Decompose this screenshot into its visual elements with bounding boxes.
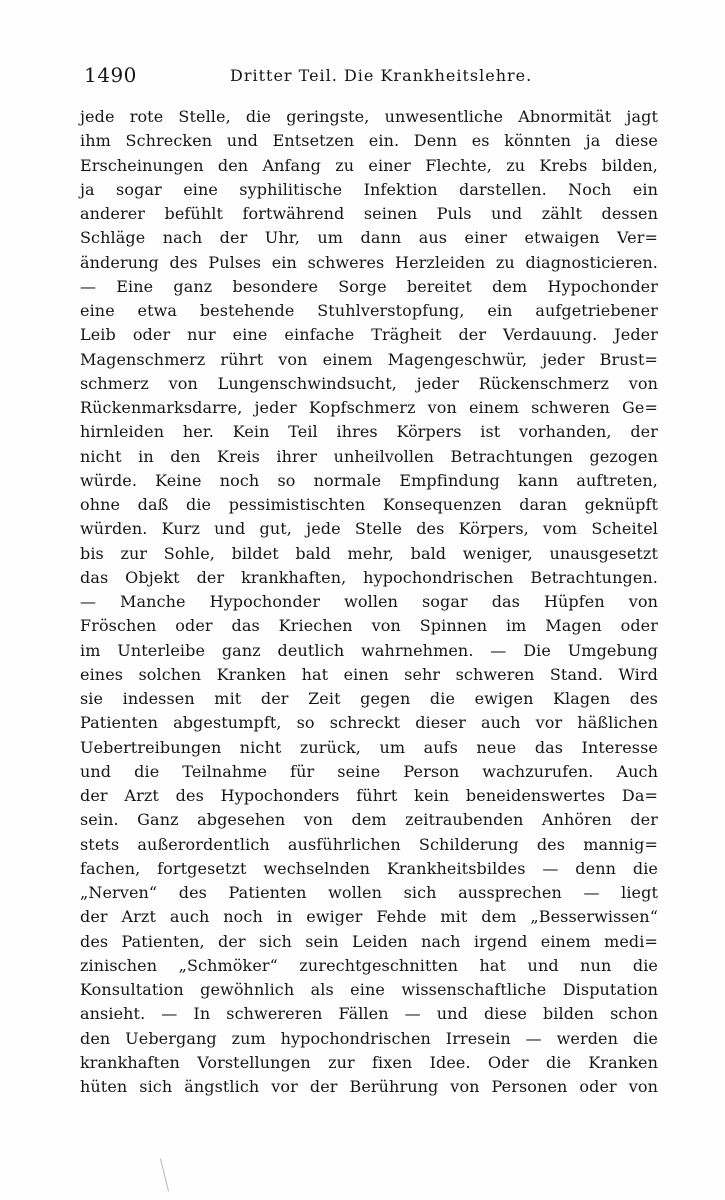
text-line: Leib oder nur eine einfache Trägheit der Verdauung. Jeder (80, 325, 658, 345)
text-line: ansieht. — In schwereren Fällen — und diese bilden schon (80, 1004, 658, 1024)
text-line: eines solchen Kranken hat einen sehr schweren Stand. Wird (80, 664, 658, 684)
text-line: würde. Keine noch so normale Empfindung kann auftreten, (80, 470, 658, 490)
text-line: sie indessen mit der Zeit gegen die ewigen Klagen des (80, 689, 658, 708)
text-line: — Eine ganz besondere Sorge bereitet dem Hypochonder (80, 276, 658, 296)
text-line: anderer befühlt fortwährend seinen Puls und zählt dessen (80, 204, 658, 223)
text-line: nicht in den Kreis ihrer unheilvollen Betrachtungen gezogen (80, 446, 658, 466)
body-text (80, 105, 658, 1099)
text-line: jede rote Stelle, die geringste, unwesentliche Abnormität jagt (80, 107, 658, 126)
text-line: im Unterleibe ganz deutlich wahrnehmen. — Die Umgebung (80, 640, 658, 660)
text-line: Erscheinungen den Anfang zu einer Flechte, zu Krebs bilden, (80, 155, 658, 175)
text-line: würden. Kurz und gut, jede Stelle des Körpers, vom Scheitel (80, 519, 658, 539)
page-number: 1490 (84, 63, 137, 87)
text-line: den Uebergang zum hypochondrischen Irresein — werden die (80, 1028, 658, 1048)
text-line: stets außerordentlich ausführlichen Schilderung des mannig= (80, 834, 658, 854)
text-line: Konsultation gewöhnlich als eine wissenschaftliche Disputation (80, 980, 658, 999)
text-line: Magenschmerz rührt von einem Magengeschwür, jeder Brust= (80, 349, 658, 369)
text-line: ohne daß die pessimistischten Konsequenzen daran geknüpft (80, 495, 658, 514)
text-line: hirnleiden her. Kein Teil ihres Körpers ist vorhanden, der (80, 422, 658, 442)
text-line: fachen, fortgesetzt wechselnden Krankheitsbildes — denn die (80, 858, 658, 878)
text-line: des Patienten, der sich sein Leiden nach irgend einem medi= (80, 931, 658, 951)
text-line: „Nerven“ des Patienten wollen sich aussprechen — liegt (80, 883, 658, 902)
text-line: Schläge nach der Uhr, um dann aus einer etwaigen Ver= (80, 228, 658, 248)
text-line: bis zur Sohle, bildet bald mehr, bald weniger, unausgesetzt (80, 543, 658, 563)
running-title: Dritter Teil. Die Krankheitslehre. (230, 66, 533, 85)
text-line: sein. Ganz abgesehen von dem zeitraubenden Anhören der (80, 810, 658, 830)
text-line: der Arzt auch noch in ewiger Fehde mit dem „Besserwissen“ (80, 907, 658, 927)
text-line: das Objekt der krankhaften, hypochondrischen Betrachtungen. (80, 567, 658, 587)
running-head (84, 60, 656, 90)
text-line: und die Teilnahme für seine Person wachzurufen. Auch (80, 761, 658, 781)
text-line: — Manche Hypochonder wollen sogar das Hüpfen von (80, 592, 658, 611)
text-line: zinischen „Schmöker“ zurechtgeschnitten hat und nun die (80, 955, 658, 975)
text-line: Rückenmarksdarre, jeder Kopfschmerz von einem schweren Ge= (80, 398, 658, 417)
text-line: ja sogar eine syphilitische Infektion darstellen. Noch ein (80, 179, 658, 199)
text-line: Uebertreibungen nicht zurück, um aufs neue das Interesse (80, 737, 658, 757)
text-line: eine etwa bestehende Stuhlverstopfung, ein aufgetriebener (80, 301, 658, 320)
text-line: der Arzt des Hypochonders führt kein beneidenswertes Da= (80, 786, 658, 805)
margin-scratch (160, 1158, 169, 1191)
text-line: Fröschen oder das Kriechen von Spinnen im Magen oder (80, 616, 658, 636)
text-line: änderung des Pulses ein schweres Herzleiden zu diagnosticieren. (80, 252, 658, 272)
text-line: hüten sich ängstlich vor der Berührung von Personen oder von (80, 1077, 658, 1096)
text-line: Patienten abgestumpft, so schreckt dieser auch vor häßlichen (80, 713, 658, 733)
text-line: schmerz von Lungenschwindsucht, jeder Rückenschmerz von (80, 373, 658, 393)
text-line: krankhaften Vorstellungen zur fixen Idee. Oder die Kranken (80, 1052, 658, 1072)
text-line: ihm Schrecken und Entsetzen ein. Denn es könnten ja diese (80, 131, 658, 151)
